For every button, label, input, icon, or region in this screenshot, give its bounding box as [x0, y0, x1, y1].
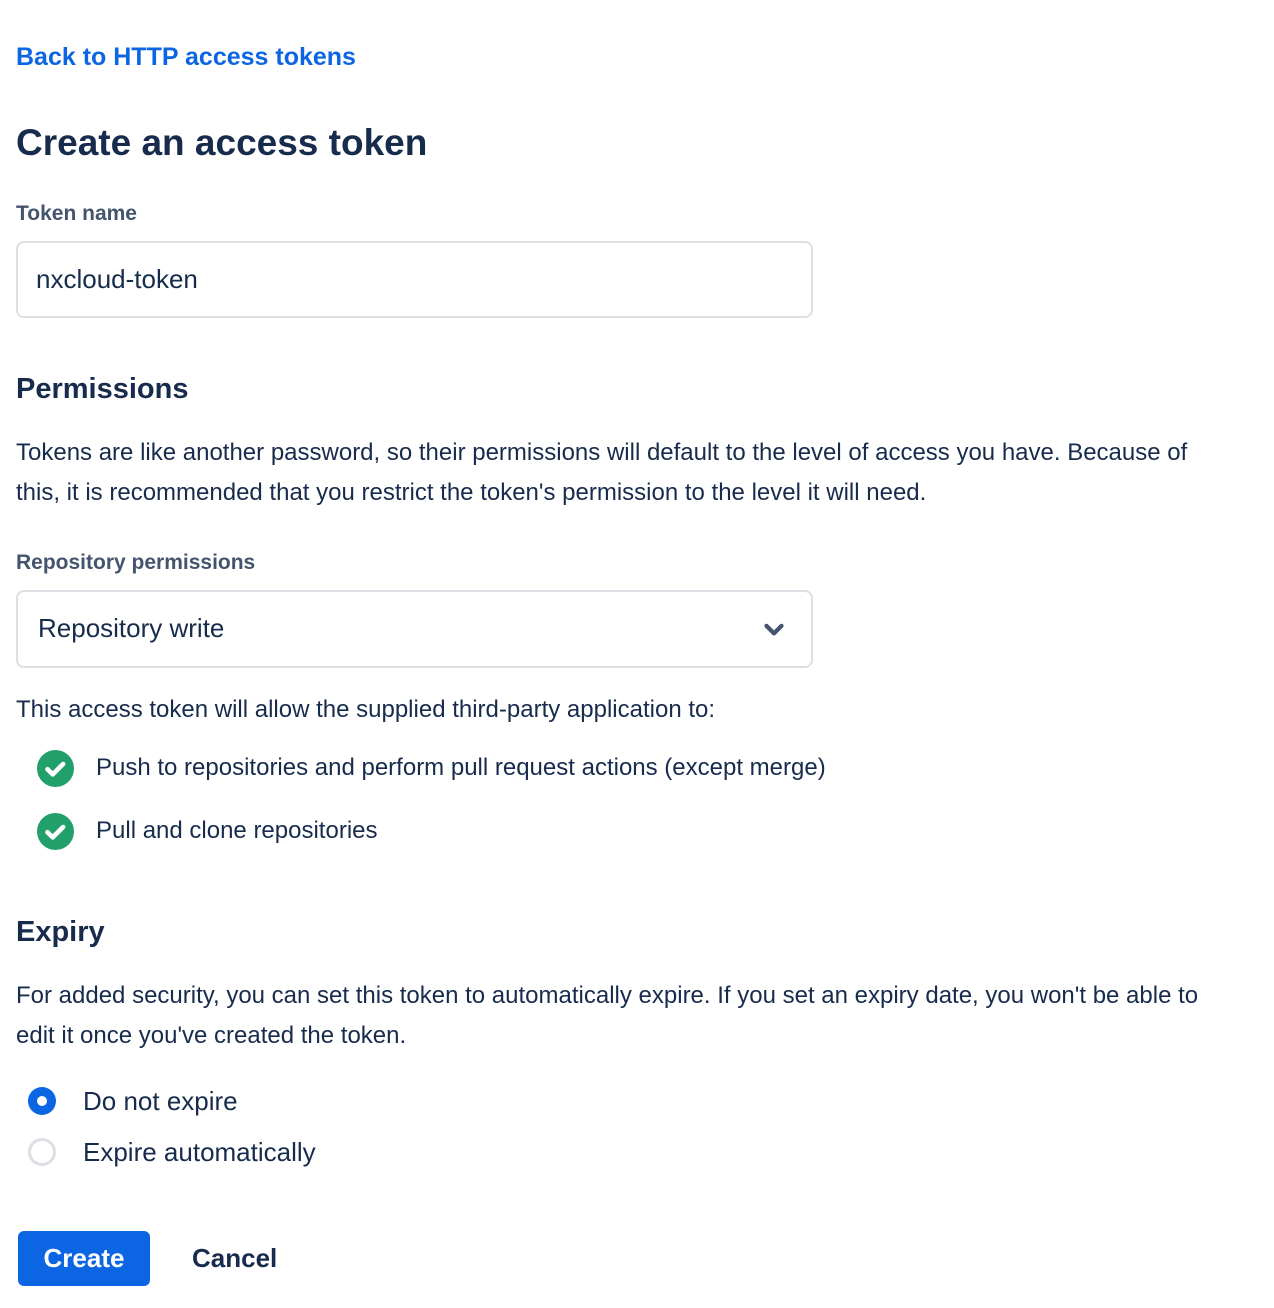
repository-permissions-selected-value: Repository write [38, 613, 225, 643]
repository-permissions-select[interactable] [16, 590, 813, 668]
capability-text: Pull and clone repositories [96, 817, 378, 844]
cancel-button[interactable]: Cancel [192, 1242, 278, 1273]
expiry-heading: Expiry [16, 915, 105, 948]
radio-selected-icon[interactable] [28, 1087, 56, 1115]
permissions-heading: Permissions [16, 372, 189, 405]
permissions-description: Tokens are like another password, so their permissions will default to the level of access you have. Because of this, it is recommended that you restrict the token's permission to the level it will need. [16, 438, 1188, 506]
back-to-http-access-tokens-link[interactable]: Back to HTTP access tokens [16, 43, 356, 71]
repository-permissions-label: Repository permissions [16, 550, 256, 574]
radio-do-not-expire-label: Do not expire [83, 1085, 238, 1116]
check-circle-icon [37, 813, 74, 850]
chevron-down-icon [759, 614, 789, 644]
radio-do-not-expire[interactable] [28, 1086, 1250, 1117]
radio-unselected-icon[interactable] [28, 1138, 56, 1166]
expiry-description: For added security, you can set this token to automatically expire. If you set an expiry date, you won't be able to edit it once you've created the token. [16, 981, 1199, 1049]
action-bar [18, 1231, 1250, 1286]
token-name-input[interactable] [16, 241, 813, 318]
create-button[interactable]: Create [18, 1231, 150, 1286]
check-circle-icon [37, 750, 74, 787]
capability-text: Push to repositories and perform pull request actions (except merge) [96, 754, 826, 781]
page-title: Create an access token [16, 121, 428, 163]
capability-row [37, 750, 1250, 787]
radio-expire-automatically[interactable] [28, 1137, 1250, 1168]
token-name-label: Token name [16, 201, 137, 225]
radio-expire-automatically-label: Expire automatically [83, 1136, 316, 1167]
expiry-radio-group [16, 1086, 1250, 1168]
allow-intro-text: This access token will allow the supplied third-party application to: [16, 695, 716, 723]
capability-row [37, 813, 1250, 850]
